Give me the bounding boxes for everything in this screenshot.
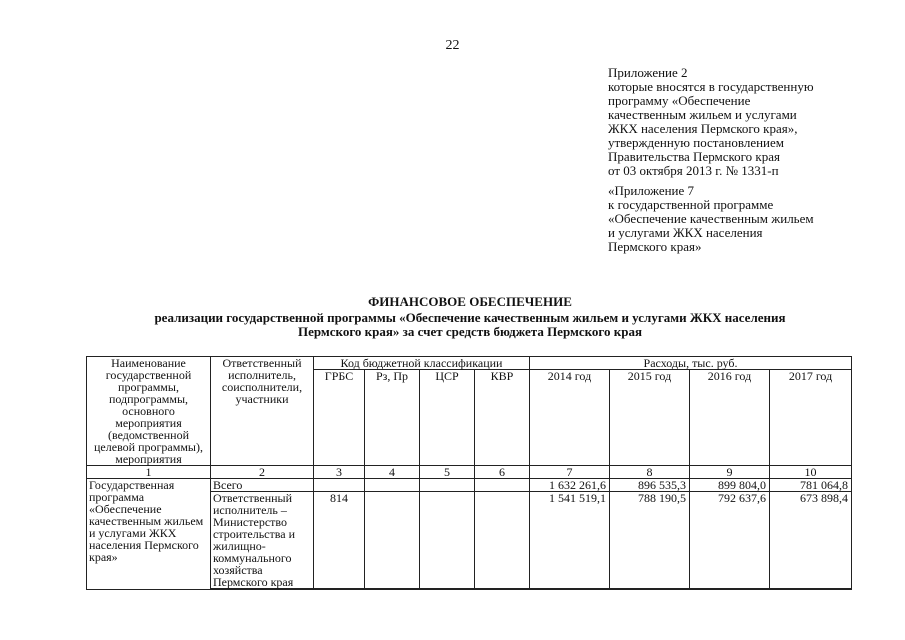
document-title: ФИНАНСОВОЕ ОБЕСПЕЧЕНИЕ xyxy=(368,294,572,309)
header-2017: 2017 год xyxy=(770,370,852,466)
appendix-line: и услугами ЖКХ населения xyxy=(608,225,763,240)
column-number: 10 xyxy=(770,466,852,479)
appendix-line: «Приложение 7 xyxy=(608,183,695,198)
column-number: 6 xyxy=(475,466,530,479)
row-program-name: Государственная программа «Обеспечение качественным жильем и услугами ЖКХ населения Пермского края» xyxy=(87,479,211,590)
header-2014: 2014 год xyxy=(530,370,610,466)
financing-table xyxy=(86,356,852,590)
column-number: 2 xyxy=(211,466,314,479)
row-kvr xyxy=(475,479,530,492)
row-executor: Всего xyxy=(211,479,314,492)
column-number: 9 xyxy=(690,466,770,479)
header-rz-pr: Рз, Пр xyxy=(365,370,420,466)
row-grbs: 814 xyxy=(314,492,365,590)
row-2017: 673 898,4 xyxy=(770,492,852,590)
appendix-line: к государственной программе xyxy=(608,197,774,212)
row-executor: Ответственный исполнитель – Министерство строительства и жилищно-коммунального хозяйства Пермского края xyxy=(211,492,314,590)
page-number: 22 xyxy=(445,38,460,53)
appendix-line: «Обеспечение качественным жильем xyxy=(608,211,814,226)
column-number: 8 xyxy=(610,466,690,479)
column-number: 3 xyxy=(314,466,365,479)
header-expenses: Расходы, тыс. руб. xyxy=(530,357,852,370)
column-number: 4 xyxy=(365,466,420,479)
document-subtitle-cont: Пермского края» за счет средств бюджета Пермского края xyxy=(297,324,643,339)
appendix-line: программу «Обеспечение xyxy=(608,93,751,108)
appendix-line: качественным жильем и услугами xyxy=(608,107,797,122)
appendix-line: от 03 октября 2013 г. № 1331-п xyxy=(608,163,779,178)
appendix-block-1 xyxy=(608,66,903,178)
column-number: 1 xyxy=(87,466,211,479)
row-rz-pr xyxy=(365,492,420,590)
row-csr xyxy=(420,479,475,492)
header-executor: Ответственный исполнитель, соисполнители, участники xyxy=(211,357,314,466)
appendix-line: ЖКХ населения Пермского края», xyxy=(608,121,798,136)
row-2017: 781 064,8 xyxy=(770,479,852,492)
row-2014: 1 632 261,6 xyxy=(530,479,610,492)
appendix-line: которые вносятся в государственную xyxy=(608,79,814,94)
column-number: 5 xyxy=(420,466,475,479)
column-number-row xyxy=(87,466,852,479)
row-2014: 1 541 519,1 xyxy=(530,492,610,590)
appendix-line: Приложение 2 xyxy=(608,65,688,80)
header-2015: 2015 год xyxy=(610,370,690,466)
header-grbs: ГРБС xyxy=(314,370,365,466)
header-budget-code: Код бюджетной классификации xyxy=(314,357,530,370)
header-kvr: КВР xyxy=(475,370,530,466)
document-subtitle: реализации государственной программы «Обеспечение качественным жильем и услугами ЖКХ населения xyxy=(154,310,786,325)
header-csr: ЦСР xyxy=(420,370,475,466)
appendix-line: Пермского края» xyxy=(608,239,702,254)
row-2015: 788 190,5 xyxy=(610,492,690,590)
table-row xyxy=(87,479,852,492)
appendix-line: Правительства Пермского края xyxy=(608,149,780,164)
row-csr xyxy=(420,492,475,590)
row-2016: 792 637,6 xyxy=(690,492,770,590)
column-number: 7 xyxy=(530,466,610,479)
row-2015: 896 535,3 xyxy=(610,479,690,492)
header-name: Наименование государственной программы, подпрограммы, основного мероприятия (ведомственной целевой программы), мероприятия xyxy=(87,357,211,466)
row-grbs xyxy=(314,479,365,492)
header-2016: 2016 год xyxy=(690,370,770,466)
appendix-line: утвержденную постановлением xyxy=(608,135,785,150)
row-rz-pr xyxy=(365,479,420,492)
row-kvr xyxy=(475,492,530,590)
row-2016: 899 804,0 xyxy=(690,479,770,492)
appendix-block-2 xyxy=(608,184,903,254)
